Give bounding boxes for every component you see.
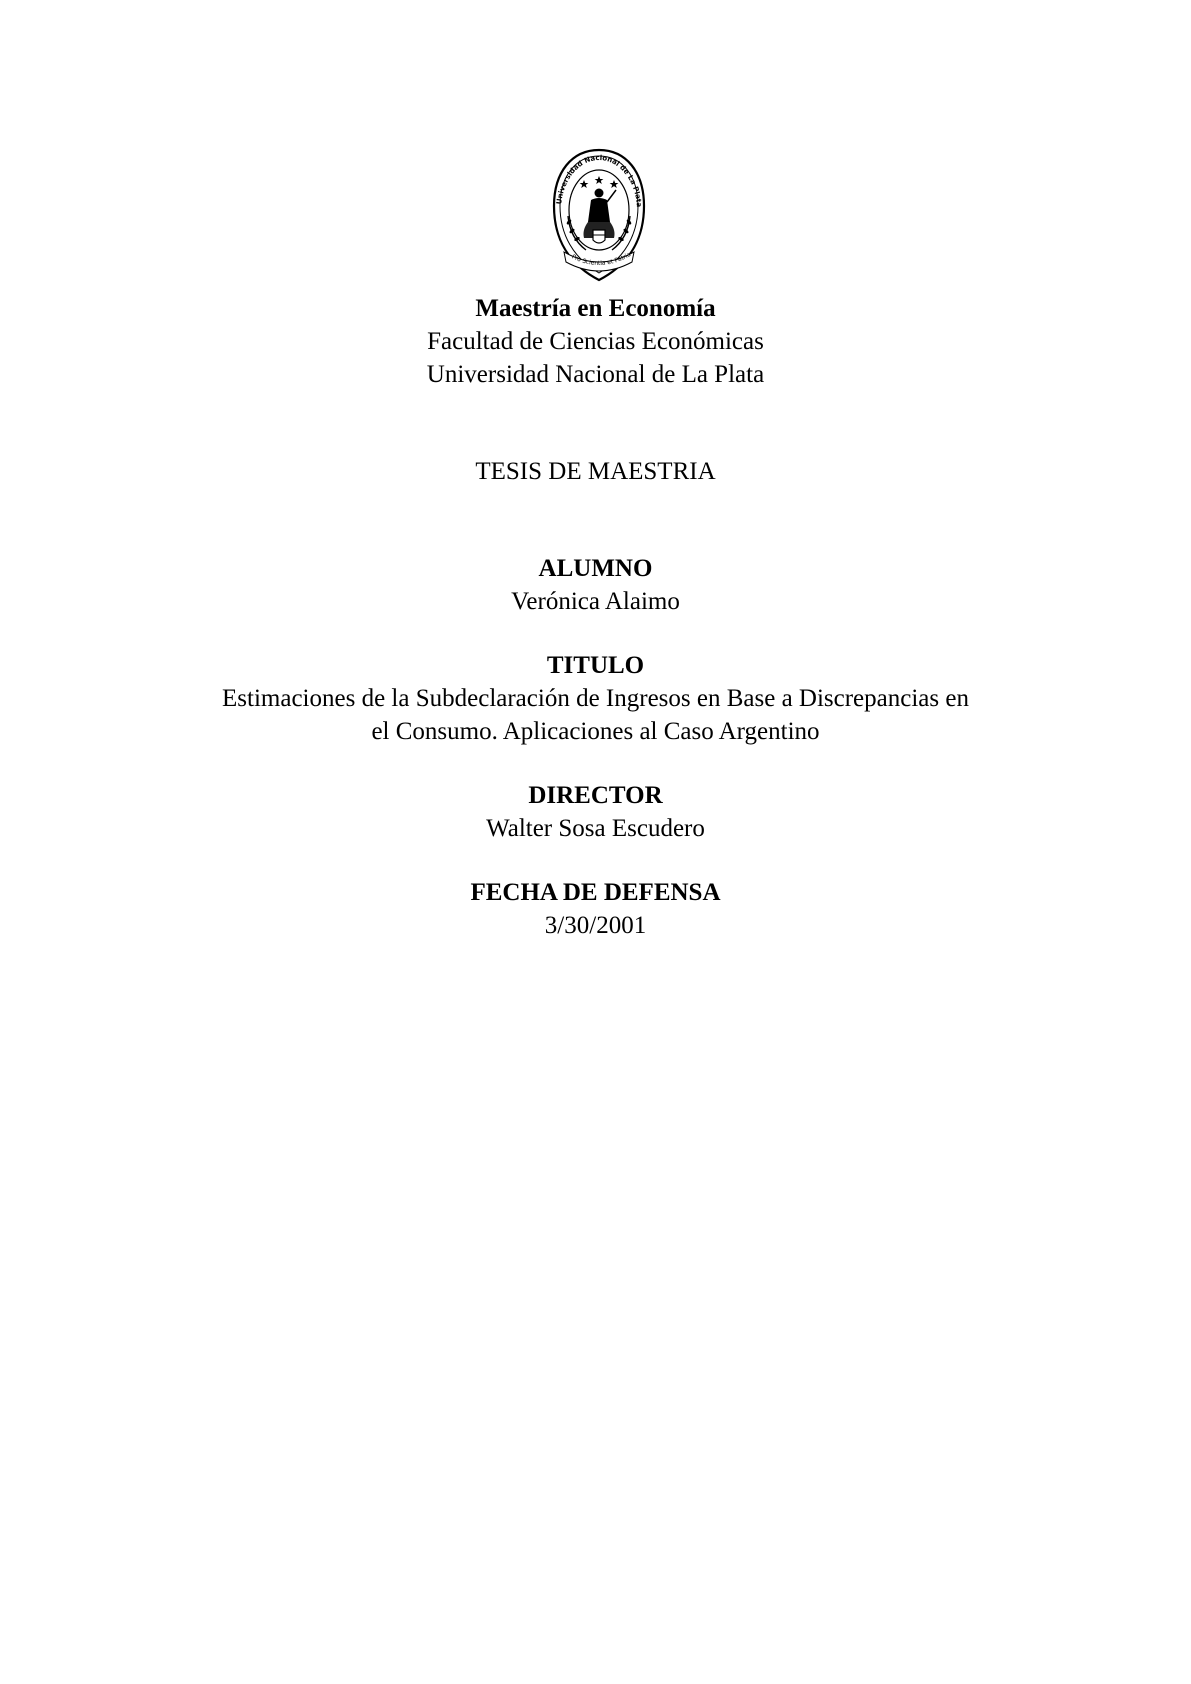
director-section (0, 779, 1191, 845)
defense-date-label: FECHA DE DEFENSA (470, 879, 721, 906)
director-label: DIRECTOR (528, 782, 663, 809)
defense-date: 3/30/2001 (544, 912, 647, 939)
faculty-name: Facultad de Ciencias Económicas (427, 328, 764, 355)
student-section (0, 552, 1191, 618)
program-title: Maestría en Economía (475, 295, 716, 322)
svg-text:Universidad Nacional de La Pla: Universidad Nacional de La Plata (555, 153, 643, 208)
university-name: Universidad Nacional de La Plata (426, 361, 765, 388)
institution-header (0, 292, 1191, 391)
student-name: Verónica Alaimo (511, 588, 680, 615)
director-name: Walter Sosa Escudero (486, 815, 705, 842)
defense-date-section (0, 876, 1191, 942)
student-label: ALUMNO (538, 555, 653, 582)
document-type: TESIS DE MAESTRIA (475, 458, 716, 485)
university-seal-icon (544, 146, 654, 286)
svg-text:Pro Scientia et Patria: Pro Scientia et Patria (570, 251, 633, 268)
thesis-title-line-2: el Consumo. Aplicaciones al Caso Argentino (371, 718, 820, 745)
title-section (0, 649, 1191, 748)
document-type-section (0, 455, 1191, 488)
title-label: TITULO (546, 652, 645, 679)
thesis-title-line-1: Estimaciones de la Subdeclaración de Ingresos en Base a Discrepancias en (222, 685, 969, 712)
